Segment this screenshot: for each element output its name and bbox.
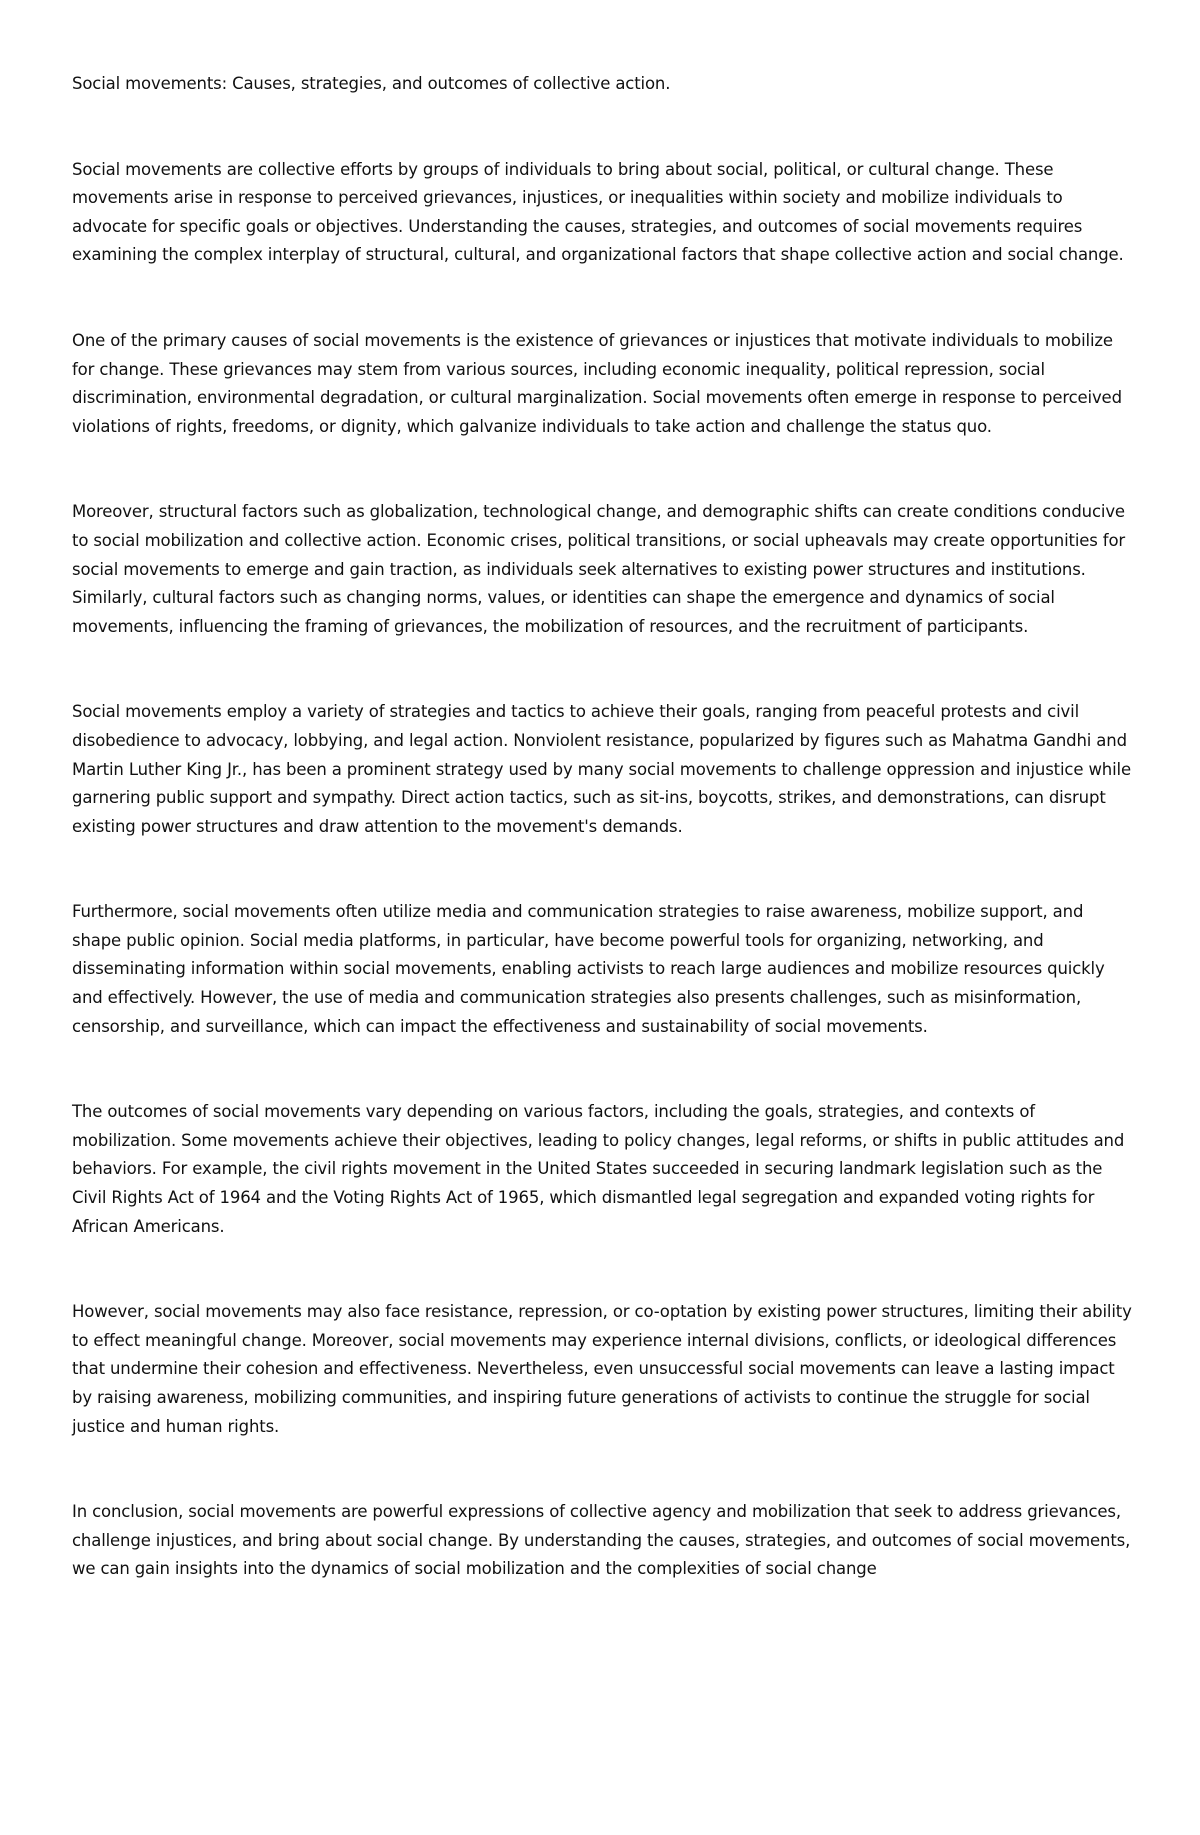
paragraph-structural-factors: Moreover, structural factors such as globalization, technological change, and demographic shifts can create conditions conducive to social mobilization and collective action. Economic crises, political transitions, or social upheavals may create opportunities for social movements to emerge and gain traction, as individuals seek alternatives to existing power structures and institutions. Similarly, cultural factors such as changing norms, values, or identities can shape the emergence and dynamics of social movements, influencing the framing of grievances, the mobilization of resources, and the recruitment of participants.	[72, 502, 1126, 636]
paragraph-media-strategies: Furthermore, social movements often utilize media and communication strategies to raise awareness, mobilize support, and shape public opinion. Social media platforms, in particular, have become powerful tools for organizing, networking, and disseminating information within social movements, enabling activists to reach large audiences and mobilize resources quickly and effectively. However, the use of media and communication strategies also presents challenges, such as misinformation, censorship, and surveillance, which can impact the effectiveness and sustainability of social movements.	[72, 902, 1105, 1036]
paragraph-conclusion: In conclusion, social movements are powerful expressions of collective agency and mobilization that seek to address grievances, challenge injustices, and bring about social change. By understanding the causes, strategies, and outcomes of social movements, we can gain insights into the dynamics of social mobilization and the complexities of social change	[72, 1502, 1131, 1579]
document-page	[72, 70, 1132, 1584]
paragraph-resistance: However, social movements may also face resistance, repression, or co-optation by existing power structures, limiting their ability to effect meaningful change. Moreover, social movements may experience internal divisions, conflicts, or ideological differences that undermine their cohesion and effectiveness. Nevertheless, even unsuccessful social movements can leave a lasting impact by raising awareness, mobilizing communities, and inspiring future generations of activists to continue the struggle for social justice and human rights.	[72, 1302, 1132, 1436]
paragraph-strategies-tactics: Social movements employ a variety of strategies and tactics to achieve their goals, ranging from peaceful protests and civil disobedience to advocacy, lobbying, and legal action. Nonviolent resistance, popularized by figures such as Mahatma Gandhi and Martin Luther King Jr., has been a prominent strategy used by many social movements to challenge oppression and injustice while garnering public support and sympathy. Direct action tactics, such as sit-ins, boycotts, strikes, and demonstrations, can disrupt existing power structures and draw attention to the movement's demands.	[72, 702, 1131, 836]
paragraph-causes-grievances: One of the primary causes of social movements is the existence of grievances or injustices that motivate individuals to mobilize for change. These grievances may stem from various sources, including economic inequality, political repression, social discrimination, environmental degradation, or cultural marginalization. Social movements often emerge in response to perceived violations of rights, freedoms, or dignity, which galvanize individuals to take action and challenge the status quo.	[72, 330, 1122, 436]
paragraph-introduction: Social movements are collective efforts by groups of individuals to bring about social, political, or cultural change. These movements arise in response to perceived grievances, injustices, or inequalities within society and mobilize individuals to advocate for specific goals or objectives. Understanding the causes, strategies, and outcomes of social movements requires examining the complex interplay of structural, cultural, and organizational factors that shape collective action and social change.	[72, 159, 1124, 265]
paragraph-outcomes: The outcomes of social movements vary depending on various factors, including the goals, strategies, and contexts of mobilization. Some movements achieve their objectives, leading to policy changes, legal reforms, or shifts in public attitudes and behaviors. For example, the civil rights movement in the United States succeeded in securing landmark legislation such as the Civil Rights Act of 1964 and the Voting Rights Act of 1965, which dismantled legal segregation and expanded voting rights for African Americans.	[72, 1102, 1125, 1236]
document-title: Social movements: Causes, strategies, and outcomes of collective action.	[72, 74, 671, 93]
